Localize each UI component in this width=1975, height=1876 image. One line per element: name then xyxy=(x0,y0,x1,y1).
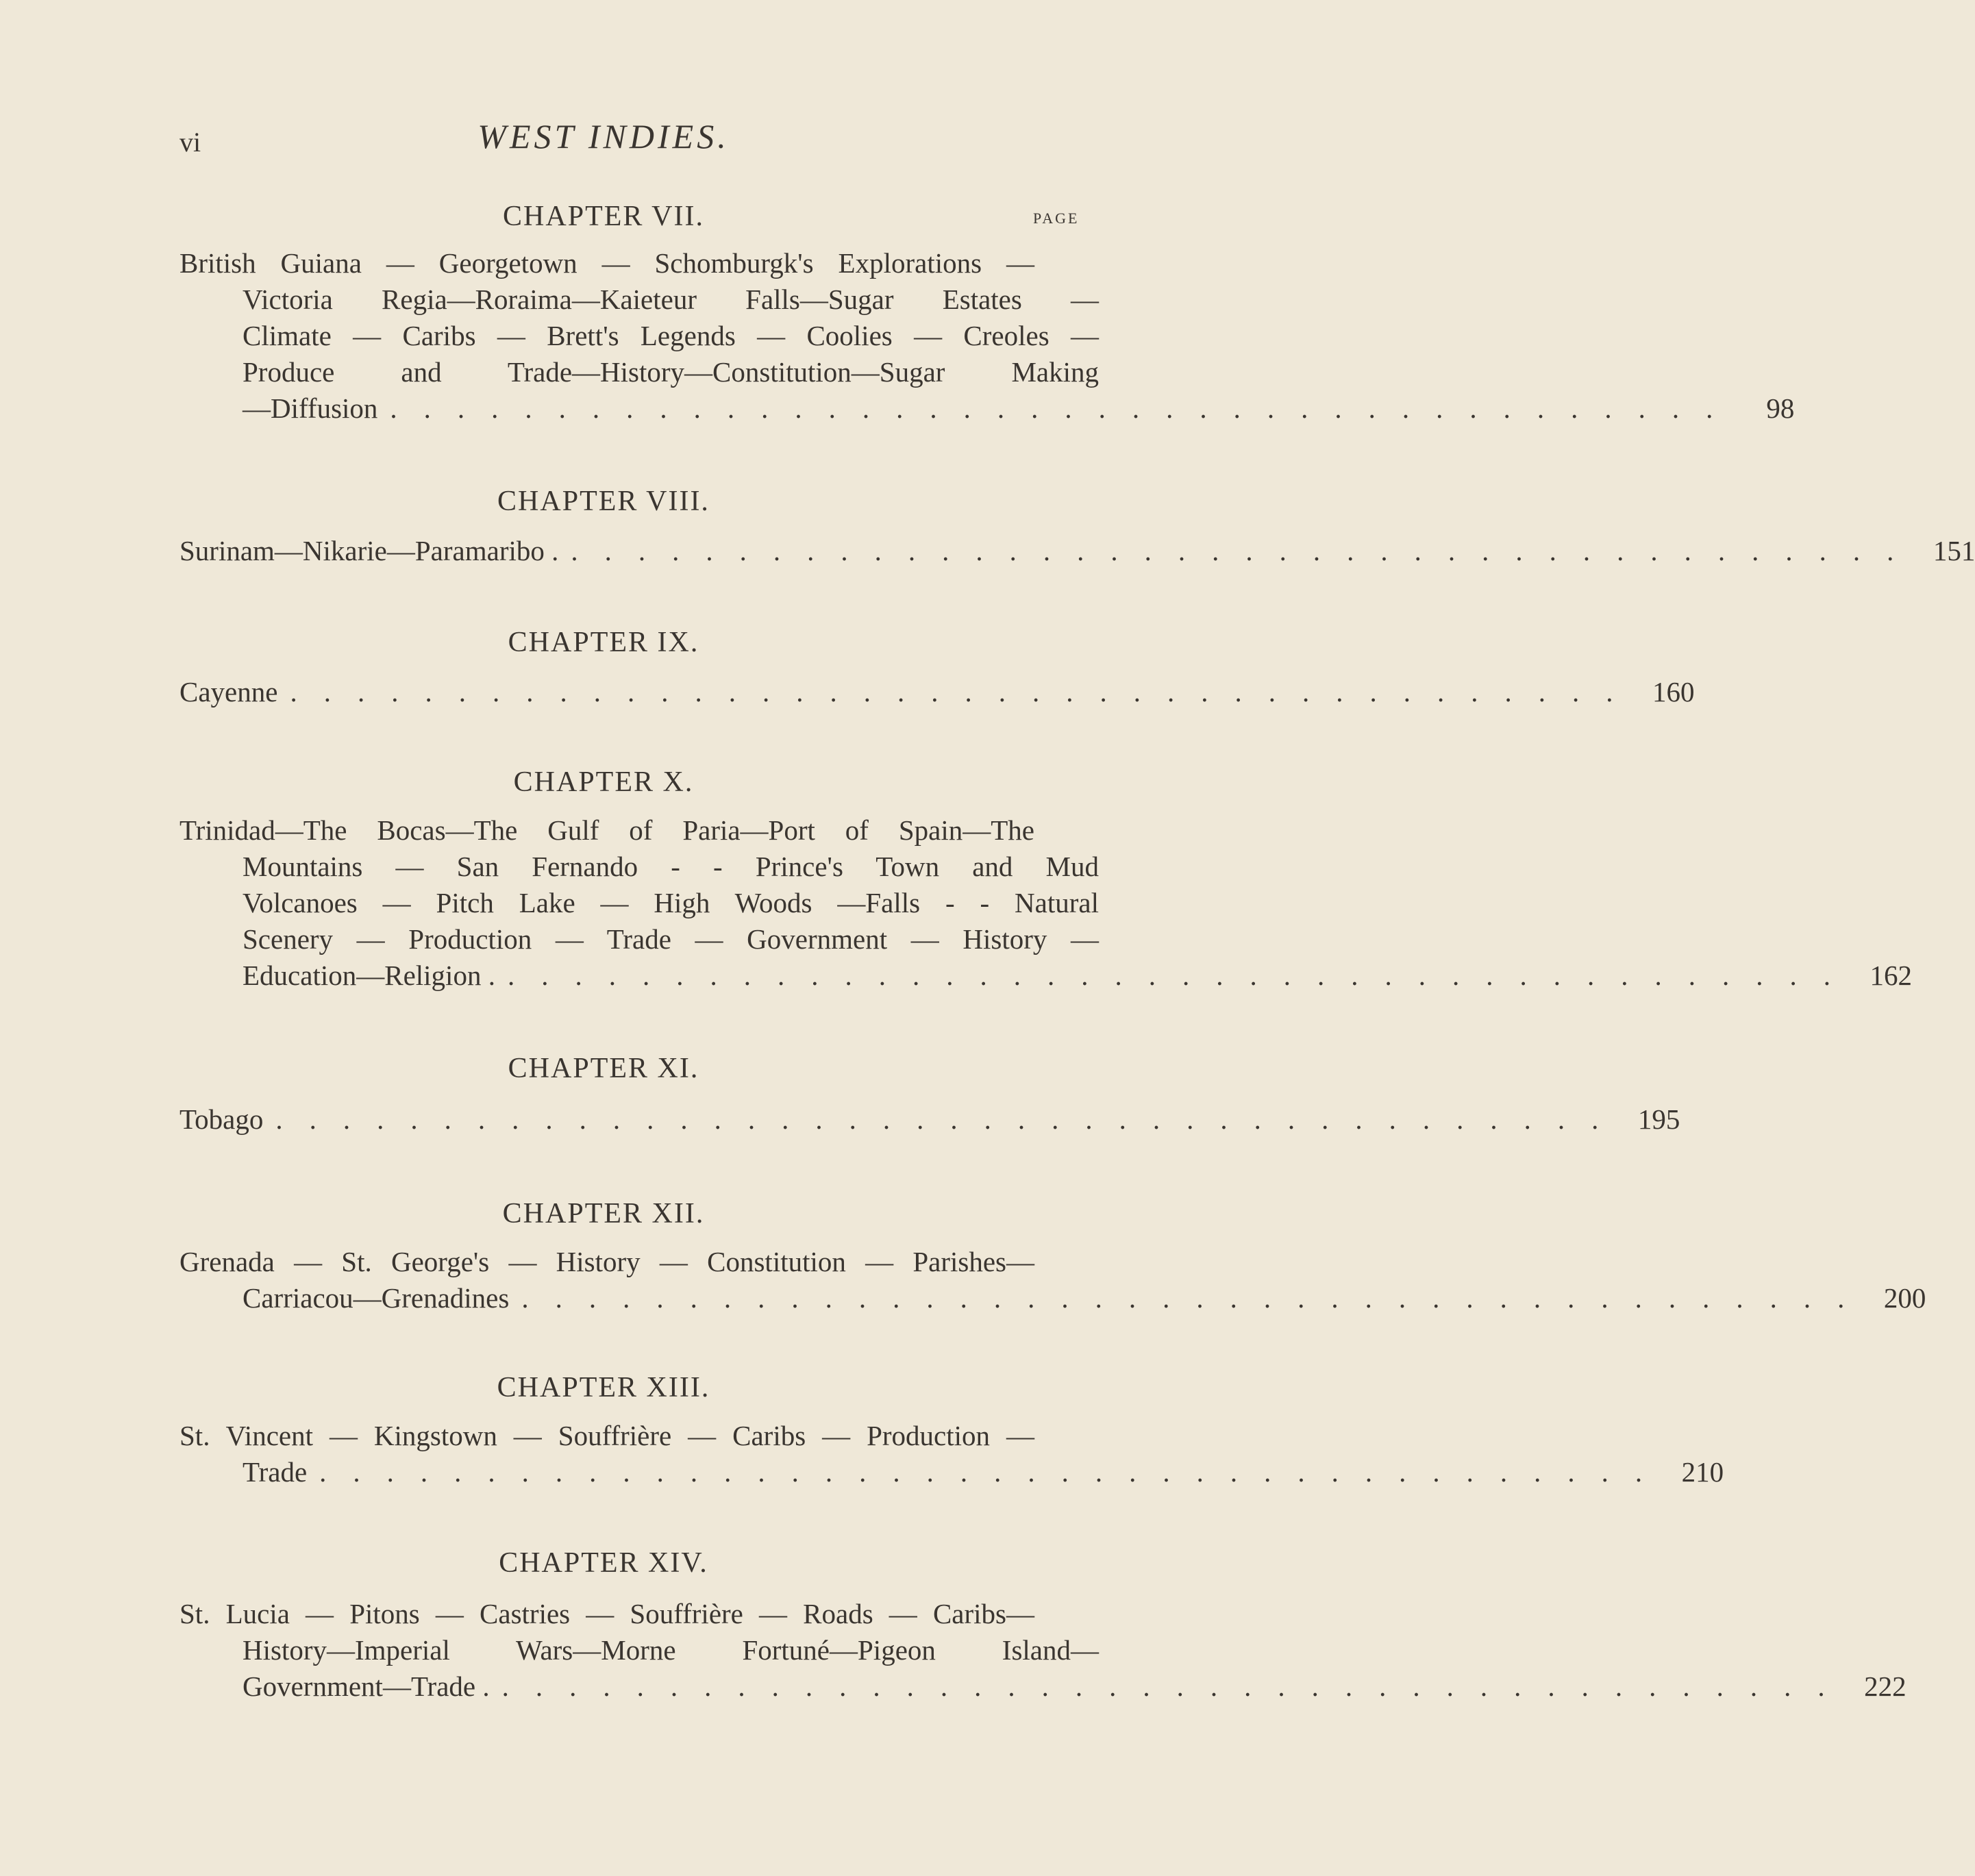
toc-line-last xyxy=(179,674,1695,710)
toc-line: Grenada — St. George's — History — Constitution — Parishes— xyxy=(179,1246,1034,1277)
chapter-heading-vii: CHAPTER VII. xyxy=(503,201,704,232)
toc-last-line: Tobago xyxy=(179,1103,264,1135)
toc-line-last xyxy=(179,533,1975,569)
toc-line: British Guiana — Georgetown — Schomburgk's Explorations — xyxy=(179,247,1034,279)
dot-leader: ........................................ xyxy=(521,1282,1872,1314)
toc-line-last xyxy=(179,958,1912,994)
chapter-heading-xii: CHAPTER XII. xyxy=(502,1198,705,1229)
toc-last-line: Cayenne xyxy=(179,676,278,708)
toc-entry-xiii xyxy=(179,1418,1724,1490)
toc-line-last xyxy=(179,1101,1680,1138)
toc-line: Volcanoes — Pitch Lake — High Woods —Falls - - Natural xyxy=(243,887,1099,918)
toc-entry-viii xyxy=(179,533,1975,569)
toc-page-number: 160 xyxy=(1652,676,1695,708)
toc-page-number: 98 xyxy=(1766,392,1795,424)
chapter-heading-ix: CHAPTER IX. xyxy=(508,627,699,658)
page-number: vi xyxy=(179,127,201,158)
toc-line: History—Imperial Wars—Morne Fortuné—Pigeon Island— xyxy=(243,1634,1099,1666)
toc-line: St. Vincent — Kingstown — Souffrière — Caribs — Production — xyxy=(179,1420,1034,1451)
toc-page-number: 200 xyxy=(1883,1282,1926,1314)
chapter-heading-x: CHAPTER X. xyxy=(513,766,694,798)
toc-line-last xyxy=(179,1280,1926,1316)
toc-page-number: 210 xyxy=(1681,1456,1724,1488)
toc-entry-xi xyxy=(179,1101,1680,1138)
toc-page-number: 222 xyxy=(1864,1671,1906,1702)
running-title: WEST INDIES. xyxy=(477,117,730,155)
dot-leader: ........................................ xyxy=(571,535,1921,566)
toc-line: St. Lucia — Pitons — Castries — Souffrière — Roads — Caribs— xyxy=(179,1598,1034,1629)
toc-line: Climate — Caribs — Brett's Legends — Coolies — Creoles — xyxy=(243,320,1099,351)
toc-line-last xyxy=(179,1668,1906,1705)
toc-page-number: 151 xyxy=(1933,535,1975,566)
toc-line: Victoria Regia—Roraima—Kaieteur Falls—Sugar Estates — xyxy=(243,284,1099,315)
dot-leader: ........................................ xyxy=(290,676,1640,708)
chapter-heading-viii: CHAPTER VIII. xyxy=(497,486,710,517)
running-head xyxy=(0,116,1207,164)
chapter-heading-xi: CHAPTER XI. xyxy=(508,1053,699,1084)
toc-entry-xii xyxy=(179,1244,1926,1316)
toc-line-last xyxy=(179,1454,1724,1490)
toc-entry-xiv xyxy=(179,1596,1906,1705)
toc-last-line: Education—Religion . xyxy=(243,960,495,991)
toc-page-number: 195 xyxy=(1637,1103,1680,1135)
dot-leader: ........................................ xyxy=(501,1671,1852,1702)
chapter-heading-xiii: CHAPTER XIII. xyxy=(497,1372,710,1403)
toc-line: Mountains — San Fernando - - Prince's Town and Mud xyxy=(243,851,1099,882)
toc-entry-ix xyxy=(179,674,1695,710)
toc-entry-vii xyxy=(179,245,1795,427)
dot-leader: ........................................ xyxy=(319,1456,1669,1488)
toc-last-line: Government—Trade . xyxy=(243,1671,490,1702)
page-column-label: PAGE xyxy=(1033,210,1080,227)
dot-leader: ........................................ xyxy=(507,960,1857,991)
dot-leader: ........................................ xyxy=(390,392,1740,424)
dot-leader: ........................................ xyxy=(275,1103,1626,1135)
toc-entry-x xyxy=(179,812,1912,994)
toc-last-line: Carriacou—Grenadines xyxy=(243,1282,510,1314)
toc-last-line: Trade xyxy=(243,1456,308,1488)
toc-line: Trinidad—The Bocas—The Gulf of Paria—Port of Spain—The xyxy=(179,814,1034,846)
toc-line-last xyxy=(179,390,1795,427)
toc-last-line: Surinam—Nikarie—Paramaribo . xyxy=(179,535,559,566)
toc-last-line: —Diffusion xyxy=(243,392,378,424)
chapter-heading-xiv: CHAPTER XIV. xyxy=(499,1547,708,1579)
toc-page-number: 162 xyxy=(1870,960,1912,991)
toc-line: Produce and Trade—History—Constitution—Sugar Making xyxy=(243,356,1099,388)
toc-line: Scenery — Production — Trade — Government — History — xyxy=(243,923,1099,955)
